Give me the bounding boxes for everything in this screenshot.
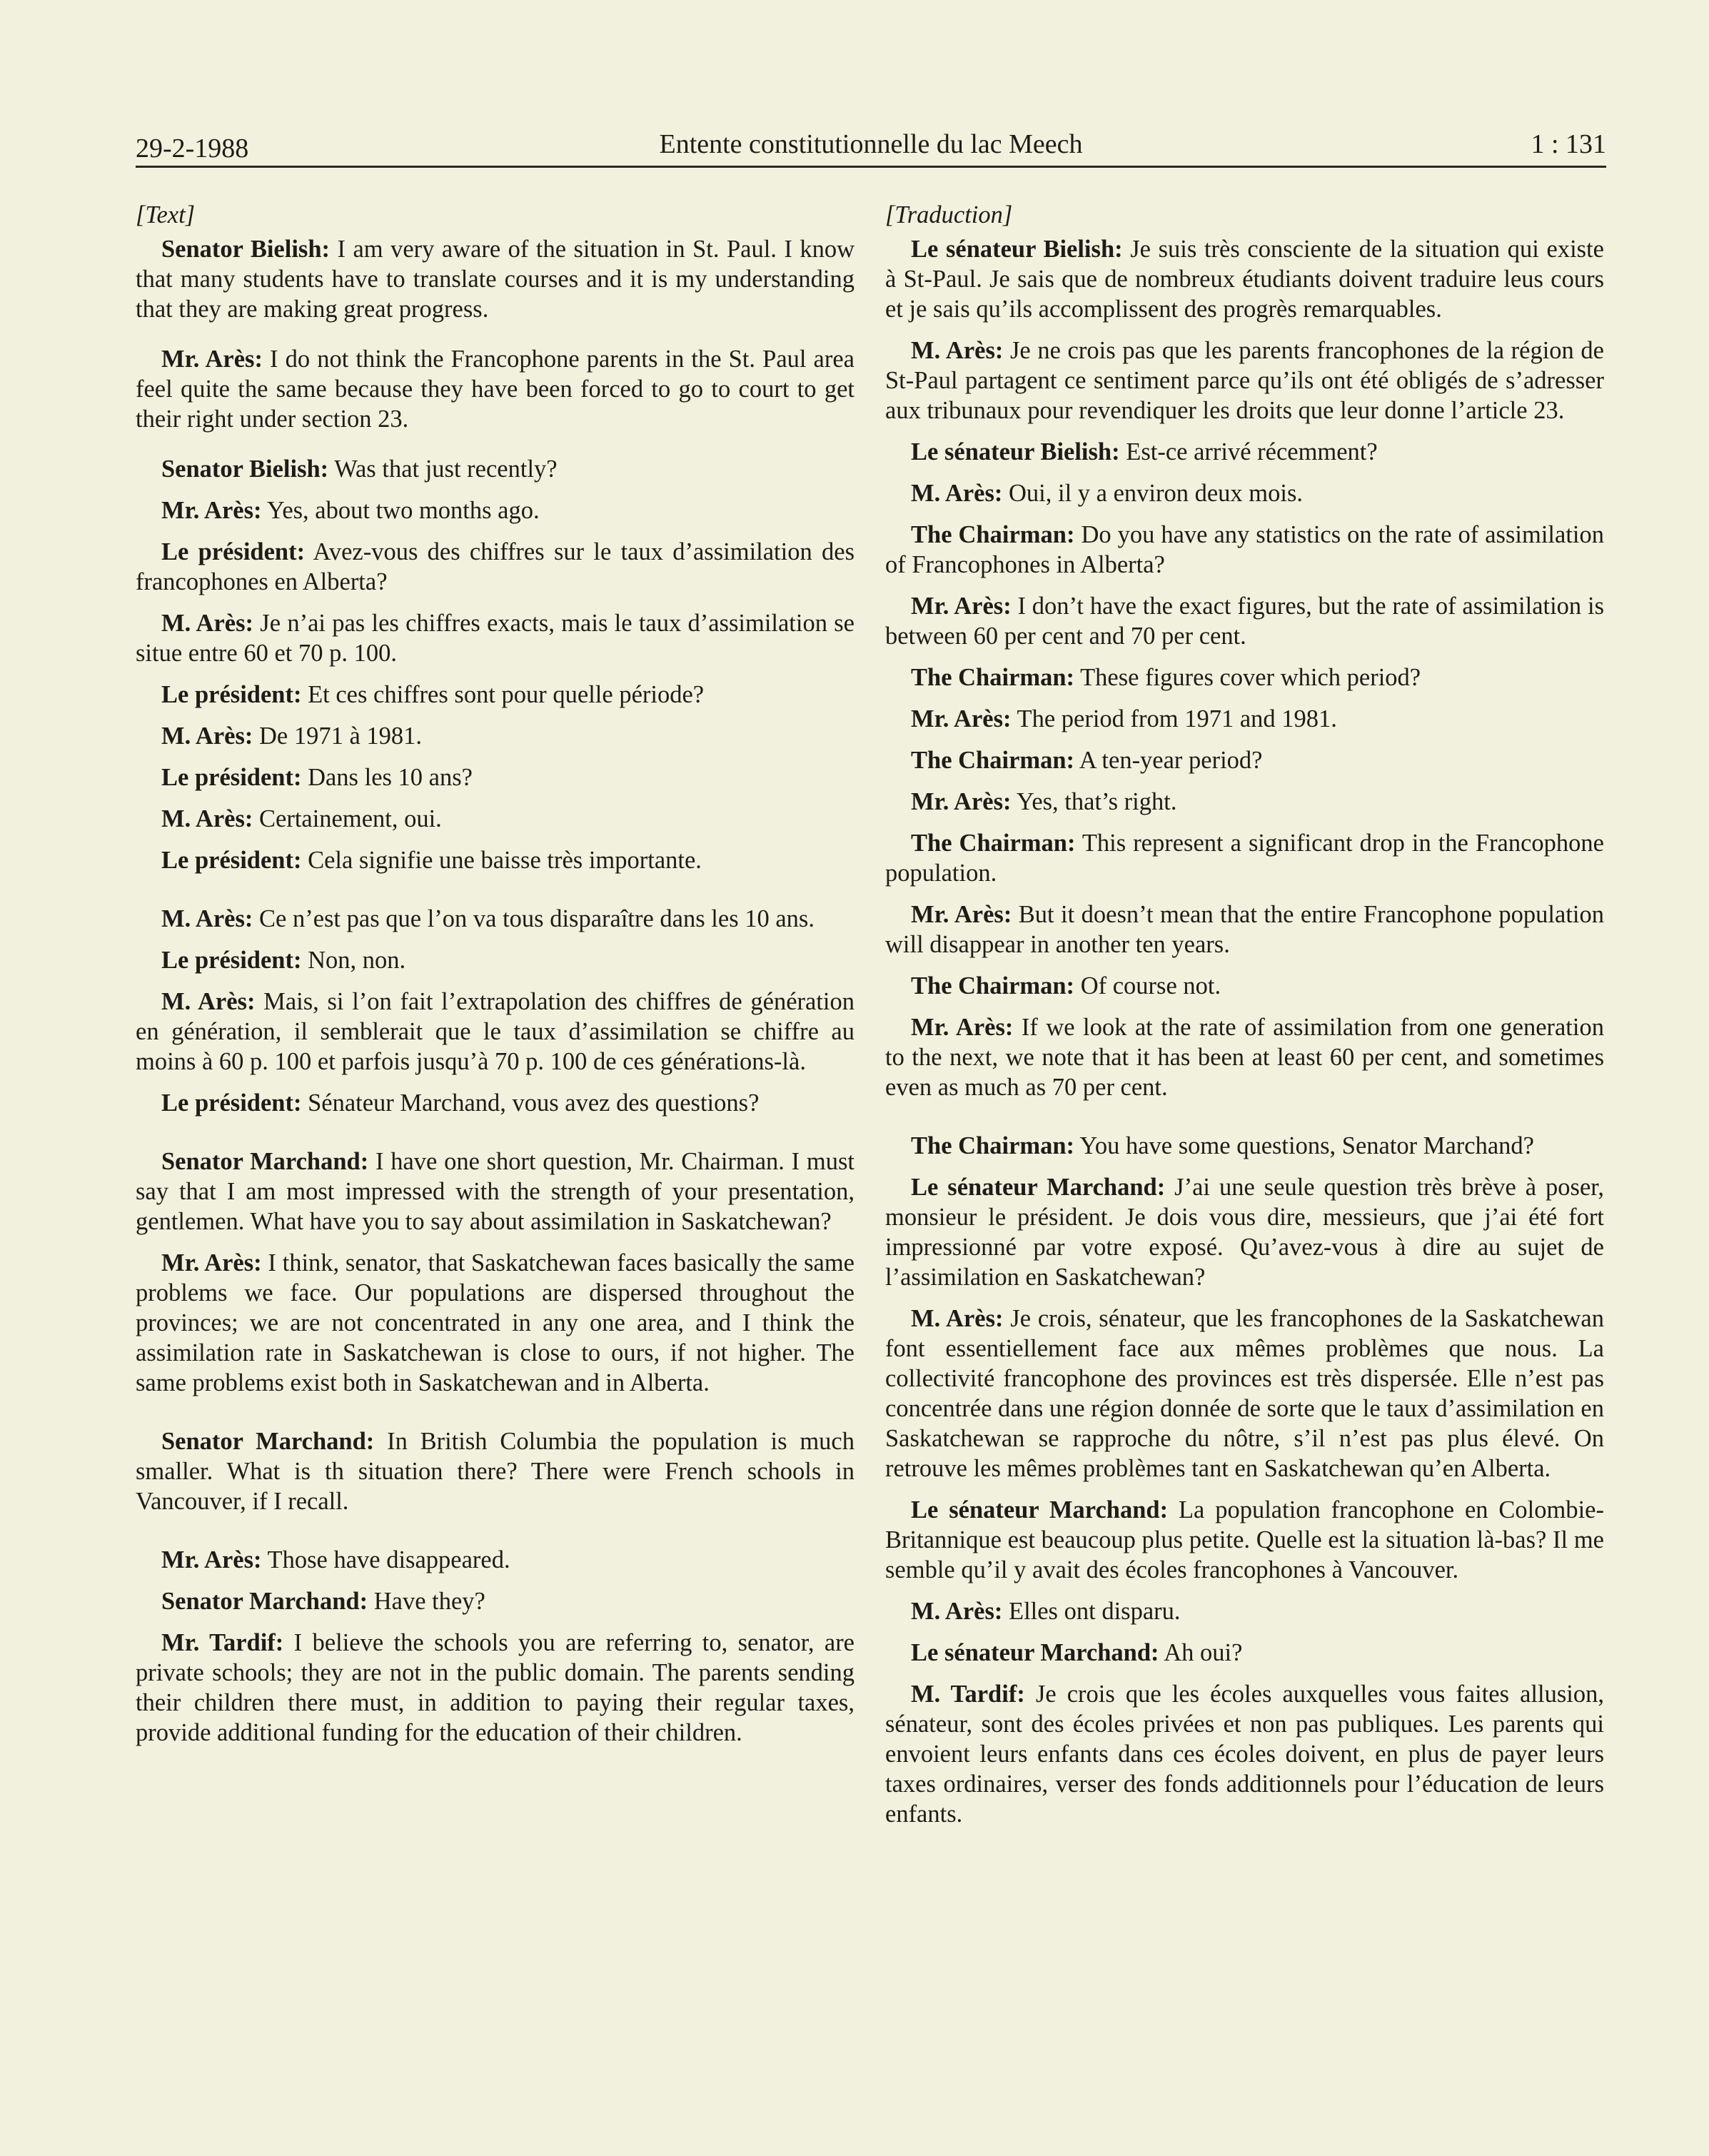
speaker-name: M. Arès: [161,722,253,750]
paragraph [885,704,1604,734]
speech-text: Avez-vous des chiffres sur le taux d’assimilation des francophones en Alberta? [136,538,854,595]
speaker-name: Senator Bielish: [161,236,331,263]
speaker-name: Mr. Arès: [911,705,1012,732]
speech-text: These figures cover which period? [1074,664,1421,691]
speech-text: Non, non. [301,947,406,974]
speaker-name: Mr. Arès: [161,1249,262,1276]
speech-text: De 1971 à 1981. [253,722,423,750]
paragraph [136,1248,854,1398]
speaker-name: Mr. Arès: [911,901,1012,928]
speech-text: J’ai une seule question très brève à poser, monsieur le président. Je dois vous dire, messieurs, que j’ai été fort impressionné par votre exposé. Qu’avez-vous à dire au sujet de l’assimilation en Saskatchewan? [885,1174,1605,1291]
paragraph [136,1545,854,1575]
speaker-name: M. Arès: [911,337,1004,364]
paragraph [136,804,854,834]
speaker-name: The Chairman: [911,664,1075,691]
paragraph [136,1628,854,1748]
speech-text: Certainement, oui. [253,805,442,832]
header-rule [136,166,1606,168]
speaker-name: The Chairman: [911,521,1075,548]
speech-text: I do not think the Francophone parents in the St. Paul area feel quite the same because they have been forced to go to court to get their right under section 23. [136,346,854,433]
speech-text: Of course not. [1074,972,1221,999]
paragraph [885,745,1604,775]
paragraph [136,680,854,710]
paragraph [885,787,1604,817]
speaker-name: M. Arès: [161,905,253,932]
language-marker: [Text] [136,201,196,228]
paragraph [885,520,1604,580]
paragraph [885,1596,1604,1626]
speaker-name: Le président: [161,681,302,708]
speech-text: Those have disappeared. [261,1546,510,1573]
speech-text: Ce n’est pas que l’on va tous disparaître dans les 10 ans. [253,905,815,932]
paragraph [136,904,854,934]
speaker-name: Le sénateur Marchand: [911,1496,1169,1523]
paragraph [136,1088,854,1118]
speech-text: Yes, that’s right. [1011,788,1177,815]
speaker-name: Le président: [161,847,302,874]
speaker-name: Senator Marchand: [161,1588,368,1615]
speaker-name: The Chairman: [911,972,1075,999]
speaker-name: Senator Bielish: [161,455,329,483]
speech-text: I don’t have the exact figures, but the rate of assimilation is between 60 per cent and 70 per cent. [885,593,1604,650]
speaker-name: M. Arès: [911,1305,1004,1332]
speech-text: Dans les 10 ans? [301,764,473,791]
speech-text: Je ne crois pas que les parents francophones de la région de St-Paul partagent ce sentiment parce qu’ils ont été obligés de s’adresser aux tribunaux pour revendiquer les droits que leur donne l’article 23. [885,337,1604,424]
paragraph [136,344,854,434]
speech-text: La population francophone en Colombie-Britannique est beaucoup plus petite. Quelle est la situation là-bas? Il me semble qu’il y avait des écoles francophones à Vancouver. [885,1496,1604,1583]
speaker-name: Le président: [161,538,306,565]
speaker-name: Senator Marchand: [161,1148,369,1175]
speaker-name: Le président: [161,1089,302,1117]
speech-text: Est-ce arrivé récemment? [1119,438,1378,465]
speech-text: I have one short question, Mr. Chairman. I must say that I am most impressed with the strength of your presentation, gentlemen. What have you to say about assimilation in Saskatchewan? [136,1148,855,1235]
paragraph [136,762,854,792]
speech-text: Je crois, sénateur, que les francophones de la Saskatchewan font essentiellement face aux mêmes problèmes que nous. La collectivité francophone des provinces est très dispersée. Elle n’est pas concentrée dans une région donnée de sorte que le taux d’assimilation en Saskatchewan se rapproche du nôtre, s’il n’est pas plus élevé. On retrouve les mêmes problèmes tant en Saskatchewan qu’en Alberta. [885,1305,1604,1482]
speaker-name: Le sénateur Bielish: [911,236,1123,263]
paragraph [885,663,1604,692]
speech-text: Oui, il y a environ deux mois. [1002,480,1304,507]
speaker-name: Le sénateur Bielish: [911,438,1120,465]
speaker-name: M. Tardif: [911,1681,1025,1708]
speech-text: Elles ont disparu. [1002,1598,1181,1625]
paragraph [136,1426,854,1516]
speaker-name: Le président: [161,764,302,791]
speaker-name: The Chairman: [911,1132,1075,1159]
language-marker: [Traduction] [885,201,1013,228]
speaker-name: M. Arès: [911,1598,1003,1625]
paragraph [885,234,1604,324]
paragraph [885,971,1604,1001]
paragraph [885,478,1604,508]
speech-text: The period from 1971 and 1981. [1011,705,1337,732]
speech-text: You have some questions, Senator Marchand? [1074,1132,1534,1159]
speaker-name: M. Arès: [911,480,1003,507]
speech-text: Je suis très consciente de la situation qui existe à St-Paul. Je sais que de nombreux étudiants doivent traduire leus cours et je sais qu’ils accomplissent des progrès remarquables. [885,236,1604,323]
speaker-name: M. Arès: [161,988,256,1015]
paragraph [136,454,854,484]
speech-text: But it doesn’t mean that the entire Francophone population will disappear in another ten years. [885,901,1605,958]
paragraph [885,1495,1604,1585]
speech-text: Sénateur Marchand, vous avez des questions? [301,1089,760,1117]
speaker-name: Mr. Arès: [911,593,1012,620]
header-page-number: 1 : 131 [1531,129,1606,159]
paragraph [885,1172,1604,1292]
speaker-name: Le sénateur Marchand: [911,1174,1166,1201]
speech-text: Je crois que les écoles auxquelles vous faites allusion, sénateur, sont des écoles privées et non pas publiques. Les parents qui envoient leurs enfants dans ces écoles doivent, en plus de payer leurs taxes ordinaires, verser des fonds additionnels pour l’éducation de leurs enfants. [885,1681,1604,1828]
paragraph [885,1638,1604,1668]
speech-text: Have they? [368,1588,485,1615]
paragraph [136,845,854,875]
speaker-name: Senator Marchand: [161,1428,375,1455]
paragraph [885,1304,1604,1483]
paragraph [885,1012,1604,1102]
speaker-name: Le président: [161,947,302,974]
paragraph [885,437,1604,467]
speaker-name: Le sénateur Marchand: [911,1639,1159,1666]
speech-text: Ah oui? [1159,1639,1243,1666]
paragraph [885,828,1604,888]
speech-text: I am very aware of the situation in St. Paul. I know that many students have to translate courses and it is my understanding that they are making great progress. [136,236,854,323]
right-column [885,200,1604,1840]
paragraph [136,608,854,668]
paragraph [136,1586,854,1616]
speech-text: I believe the schools you are referring to, senator, are private schools; they are not in the public domain. The parents sending their children there must, in addition to paying their regular taxes, provide additional funding for the education of their children. [136,1629,854,1746]
speaker-name: The Chairman: [911,830,1076,857]
speaker-name: Mr. Arès: [911,1014,1014,1041]
paragraph [136,234,854,324]
speech-text: Do you have any statistics on the rate of assimilation of Francophones in Alberta? [885,521,1604,578]
speaker-name: The Chairman: [911,747,1075,774]
paragraph [136,537,854,597]
paragraph [885,336,1604,425]
speech-text: In British Columbia the population is much smaller. What is th situation there? There were French schools in Vancouver, if I recall. [136,1428,854,1515]
speaker-name: M. Arès: [161,610,254,637]
speaker-name: M. Arès: [161,805,253,832]
speech-text: A ten-year period? [1074,747,1263,774]
paragraph [136,495,854,525]
paragraph [136,1147,854,1236]
paragraph [885,1131,1604,1161]
paragraph [136,987,854,1077]
speech-text: I think, senator, that Saskatchewan faces basically the same problems we face. Our populations are dispersed throughout the provinces; we are not concentrated in any one area, and I think the assimilation rate in Saskatchewan is close to ours, if not higher. The same problems exist both in Saskatchewan and in Alberta. [136,1249,854,1396]
speech-text: Mais, si l’on fait l’extrapolation des chiffres de génération en génération, il semblerait que le taux d’assimilation se chiffre au moins à 60 p. 100 et parfois jusqu’à 70 p. 100 de ces générations-là. [136,988,854,1075]
paragraph [136,721,854,751]
paragraph [885,900,1604,959]
page-header [136,123,1606,166]
speaker-name: Mr. Arès: [911,788,1012,815]
speaker-name: Mr. Arès: [161,346,263,373]
paragraph [885,1679,1604,1829]
speech-text: Et ces chiffres sont pour quelle période? [301,681,705,708]
paragraph [136,945,854,975]
speech-text: If we look at the rate of assimilation from one generation to the next, we note that it has been at least 60 per cent, and sometimes even as much as 70 per cent. [885,1014,1604,1101]
speech-text: This represent a significant drop in the Francophone population. [885,830,1604,887]
paragraph [885,591,1604,651]
speech-text: Je n’ai pas les chiffres exacts, mais le taux d’assimilation se situe entre 60 et 70 p. 100. [136,610,854,667]
speaker-name: Mr. Arès: [161,1546,262,1573]
header-title: Entente constitutionnelle du lac Meech [659,129,1083,159]
speaker-name: Mr. Arès: [161,497,262,524]
speech-text: Cela signifie une baisse très importante. [301,847,702,874]
speech-text: Was that just recently? [328,455,558,483]
header-date: 29-2-1988 [136,134,249,163]
left-column [136,200,854,1759]
speaker-name: Mr. Tardif: [161,1629,284,1656]
speech-text: Yes, about two months ago. [261,497,540,524]
